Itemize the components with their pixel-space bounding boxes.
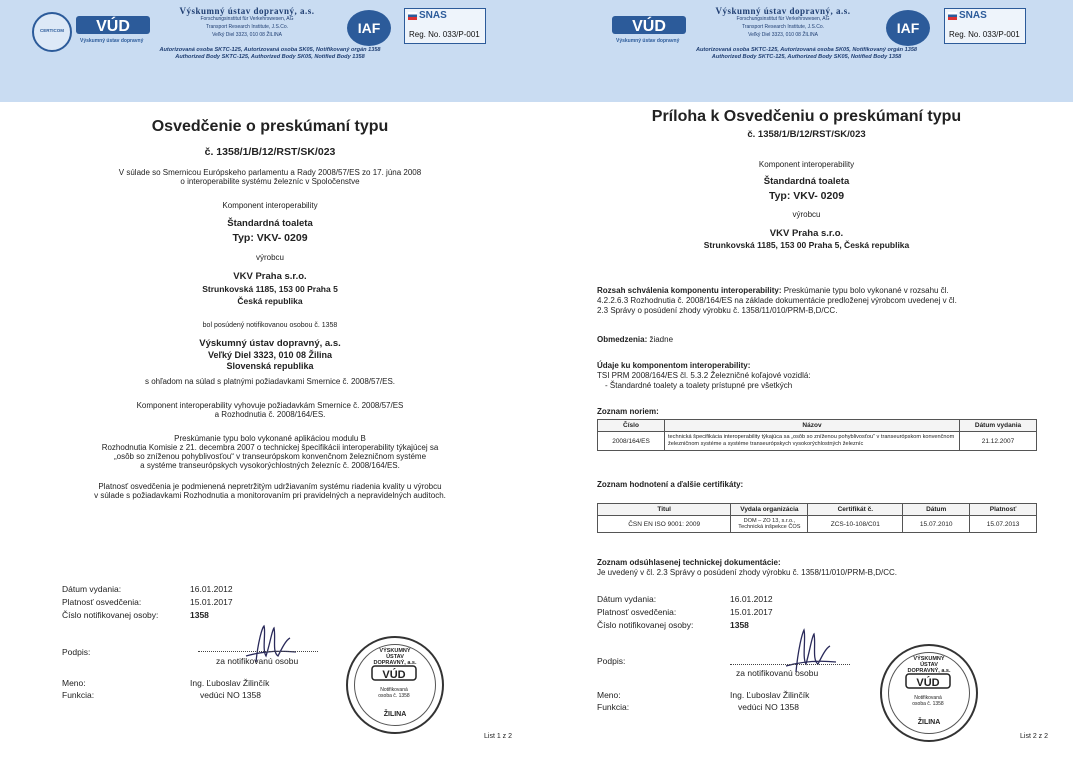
role-value: vedúci NO 1358 xyxy=(200,690,261,700)
page-number: List 2 z 2 xyxy=(1020,733,1049,740)
name-label: Meno: xyxy=(62,678,86,688)
component-label: Komponent interoperability xyxy=(222,201,318,210)
producer-label: výrobcu xyxy=(255,253,284,262)
issue-date-label: Dátum vydania: xyxy=(597,594,657,604)
validity-para-1: Platnosť osvedčenia je podmienená nepretržitým udržiavaním systému riadenia kvality u výrobcu xyxy=(98,482,442,491)
svg-text:VÚD: VÚD xyxy=(632,18,666,35)
reg-number: Reg. No. 033/P-001 xyxy=(409,30,480,39)
svg-text:VÚD: VÚD xyxy=(96,18,130,35)
validity-para-2: v súlade s požiadavkami Rozhodnutia a monitorovaním pri pravidelných a nepravidelných auditoch. xyxy=(94,491,446,500)
official-stamp xyxy=(346,636,444,734)
norms-col-name: Názov xyxy=(665,420,960,432)
table-row xyxy=(598,516,1037,533)
svg-text:VÚD: VÚD xyxy=(916,677,940,689)
signature-line xyxy=(730,664,850,665)
intro-line-1: V súlade so Smernicou Európskeho parlamentu a Rady 2008/57/ES zo 17. júna 2008 xyxy=(118,168,422,177)
scope-text-2: 4.2.2.6.3 Rozhodnutia č. 2008/164/ES na základe dokumentácie predloženej výrobcom uvedenej v čl. xyxy=(597,296,957,305)
letterhead-band xyxy=(540,0,1073,102)
vud-subtitle: Výskumný ústav dopravný xyxy=(80,38,144,44)
annex-title: Príloha k Osvedčeniu o preskúmaní typu xyxy=(651,108,962,125)
data-heading: Údaje ku komponentom interoperability: xyxy=(597,361,751,370)
module-para-2: Rozhodnutia Komisie z 21. decembra 2007 o technickej špecifikácii interoperability týkajúcej sa xyxy=(101,443,439,452)
validity-value: 15.01.2017 xyxy=(730,607,773,617)
name-value: Ing. Ľuboslav Žilinčík xyxy=(190,678,270,688)
stamp-center-line-1: Notifikovaná xyxy=(914,695,942,701)
snas-badge xyxy=(944,8,1026,44)
meets-line-1: Komponent interoperability vyhovuje požiadavkám Smernice č. 2008/57/ES xyxy=(136,401,404,410)
validity-label: Platnosť osvedčenia: xyxy=(62,597,142,607)
iaf-logo: IAF xyxy=(886,10,930,46)
table-row xyxy=(598,432,1037,451)
module-para-3: „osôb so zníženou pohyblivosťou“ v transeurópskom konvenčnom železničnom systéme xyxy=(113,452,427,461)
cert-org: DOM – ZO 13, s.r.o., Technická inšpekce ČOS xyxy=(731,516,808,533)
nb-number-value: 1358 xyxy=(190,610,209,620)
role-label: Funkcia: xyxy=(597,702,630,712)
signature-label: Podpis: xyxy=(62,647,91,657)
certs-table xyxy=(597,503,1037,533)
institute-block xyxy=(698,7,868,39)
assessed-line: bol posúdený notifikovanou osobou č. 1358 xyxy=(202,322,338,329)
svg-text:VÚD: VÚD xyxy=(382,669,406,681)
producer-address: Strunkovská 1185, 153 00 Praha 5, Česká republika xyxy=(703,240,910,250)
certs-col-date: Dátum xyxy=(903,504,970,516)
norms-col-date: Dátum vydania xyxy=(960,420,1037,432)
module-para-4: a systéme transeurópskych vysokorýchlostných železníc č. 2008/164/ES. xyxy=(140,461,400,470)
cert-number: ZCS-10-108/C01 xyxy=(808,516,903,533)
certificate-number: č. 1358/1/B/12/RST/SK/023 xyxy=(204,146,336,158)
institute-name: Výskumný ústav dopravný, a.s. xyxy=(179,6,315,16)
stamp-ring-text: VÝSKUMNÝ ÚSTAV DOPRAVNÝ, a.s. xyxy=(373,648,417,666)
stamp-vud-logo xyxy=(904,672,952,690)
producer-label: výrobcu xyxy=(792,210,821,219)
limits-heading: Obmedzenia: xyxy=(597,335,648,344)
reg-number: Reg. No. 033/P-001 xyxy=(949,30,1020,39)
name-label: Meno: xyxy=(597,690,621,700)
nb-number-label: Číslo notifikovanej osoby: xyxy=(62,610,159,620)
producer-name: VKV Praha s.r.o. xyxy=(769,228,844,239)
docs-text: Je uvedený v čl. 2.3 Správy o posúdení zhody výrobku č. 1358/11/010/PRM-B,D/CC. xyxy=(597,568,898,577)
certicom-label: CERTICOM xyxy=(40,28,64,33)
official-stamp xyxy=(880,644,978,742)
nb-number-label: Číslo notifikovanej osoby: xyxy=(597,620,694,630)
scope-paragraph xyxy=(597,286,1037,316)
auth-line-1: Autorizovaná osoba SKTC-125, Autorizovaná osoba SK05, Notifikovaný orgán 1358 xyxy=(695,47,918,53)
notified-body-address: Veľký Diel 3323, 010 08 Žilina xyxy=(207,350,333,360)
name-value: Ing. Ľuboslav Žilinčík xyxy=(730,690,810,700)
cert-title: ČSN EN ISO 9001: 2009 xyxy=(598,516,731,533)
norm-number: 2008/164/ES xyxy=(598,432,665,451)
institute-de: Forschungsinstitut für Verkehrswesen, AG xyxy=(200,16,294,22)
institute-address: Veľký Diel 3323, 010 08 ŽILINA xyxy=(212,32,282,38)
data-section xyxy=(597,361,811,391)
intro-line-2: o interoperabilite systému železníc v Spoločenstve xyxy=(180,177,360,186)
component-name: Štandardná toaleta xyxy=(763,176,850,187)
institute-name: Výskumný ústav dopravný, a.s. xyxy=(715,6,851,16)
certificate-body xyxy=(0,118,540,500)
cert-validity: 15.07.2013 xyxy=(970,516,1037,533)
docs-section xyxy=(597,558,897,578)
norm-date: 21.12.2007 xyxy=(960,432,1037,451)
vud-subtitle: Výskumný ústav dopravný xyxy=(616,38,680,44)
data-text-1: TSI PRM 2008/164/ES čl. 5.3.2 Železničné koľajové vozidlá: xyxy=(597,371,811,380)
certs-col-cert: Certifikát č. xyxy=(808,504,903,516)
nb-number-value: 1358 xyxy=(730,620,749,630)
annex-number: č. 1358/1/B/12/RST/SK/023 xyxy=(747,129,866,140)
stamp-city: ŽILINA xyxy=(383,711,407,718)
role-value: vedúci NO 1358 xyxy=(738,702,799,712)
annex-body xyxy=(540,108,1073,250)
institute-address: Veľký Diel 3323, 010 08 ŽILINA xyxy=(748,32,818,38)
stamp-center xyxy=(904,672,952,712)
page-number: List 1 z 2 xyxy=(484,733,513,740)
module-para-1: Preskúmanie typu bolo vykonané aplikáciou modulu B xyxy=(174,434,366,443)
validity-label: Platnosť osvedčenia: xyxy=(597,607,677,617)
producer-name: VKV Praha s.r.o. xyxy=(233,271,307,282)
regard-line: s ohľadom na súlad s platnými požiadavkami Smernice č. 2008/57/ES. xyxy=(144,377,396,386)
component-label: Komponent interoperability xyxy=(758,160,855,169)
component-name: Štandardná toaleta xyxy=(227,218,313,229)
institute-en: Transport Research Institute, J.S.Co. xyxy=(205,24,289,30)
certicom-logo xyxy=(32,12,72,52)
letterhead-band xyxy=(0,0,540,102)
certs-header-row xyxy=(598,504,1037,516)
limits-line xyxy=(597,335,673,344)
issue-date-value: 16.01.2012 xyxy=(190,584,233,594)
notified-body-country: Slovenská republika xyxy=(226,361,314,371)
for-notified-body: za notifikovanú osobu xyxy=(736,668,819,678)
notified-body-name: Výskumný ústav dopravný, a.s. xyxy=(199,338,341,349)
auth-line-2: Authorized Body SKTC-125, Authorized Body SK05, Notified Body 1358 xyxy=(175,54,365,60)
stamp-center-line-2: osoba č. 1358 xyxy=(378,693,410,699)
signature-line xyxy=(198,651,318,652)
norms-col-number: Číslo xyxy=(598,420,665,432)
certs-col-validity: Platnosť xyxy=(970,504,1037,516)
vud-logo xyxy=(76,12,150,38)
stamp-center-line-1: Notifikovaná xyxy=(380,687,408,693)
slovak-flag-icon xyxy=(408,12,417,20)
limits-value: žiadne xyxy=(647,335,674,344)
cert-date: 15.07.2010 xyxy=(903,516,970,533)
stamp-vud-logo xyxy=(370,664,418,682)
stamp-city: ŽILINA xyxy=(917,719,941,726)
stamp-center-line-2: osoba č. 1358 xyxy=(912,701,944,707)
auth-line-2: Authorized Body SKTC-125, Authorized Body SK05, Notified Body 1358 xyxy=(711,54,902,60)
signature-label: Podpis: xyxy=(597,656,626,666)
producer-country: Česká republika xyxy=(237,296,303,306)
institute-de: Forschungsinstitut für Verkehrswesen, AG xyxy=(736,16,830,22)
certs-heading: Zoznam hodnotení a ďalšie certifikáty: xyxy=(597,480,744,489)
snas-badge xyxy=(404,8,486,44)
issue-date-label: Dátum vydania: xyxy=(62,584,122,594)
norm-name: technická špecifikácia interoperability týkajúca sa „osôb so zníženou pohyblivosťou“ v transeurópskom konvenčnom železničnom systéme a systéme transeurópskych vysokorýchlostných železníc xyxy=(665,432,960,451)
certificate-title: Osvedčenie o preskúmaní typu xyxy=(151,118,389,135)
institute-block xyxy=(162,7,332,39)
snas-label: SNAS xyxy=(419,10,447,21)
scope-text-1: Preskúmanie typu bolo vykonané v rozsahu čl. xyxy=(781,286,949,295)
certs-col-title: Titul xyxy=(598,504,731,516)
component-type: Typ: VKV- 0209 xyxy=(768,190,845,202)
producer-address: Strunkovská 1185, 153 00 Praha 5 xyxy=(202,284,338,294)
slovak-flag-icon xyxy=(948,12,957,20)
scope-heading: Rozsah schválenia komponentu interoperability: xyxy=(597,286,782,295)
certs-col-org: Vydala organizácia xyxy=(731,504,808,516)
iaf-logo: IAF xyxy=(347,10,391,46)
authorization-lines xyxy=(0,47,540,61)
component-type: Typ: VKV- 0209 xyxy=(232,232,308,244)
authorization-lines xyxy=(540,47,1073,61)
role-label: Funkcia: xyxy=(62,690,95,700)
data-text-2: - Štandardné toalety a toalety prístupné pre všetkých xyxy=(605,381,793,390)
norms-heading: Zoznam noriem: xyxy=(597,407,659,416)
validity-value: 15.01.2017 xyxy=(190,597,233,607)
issue-date-value: 16.01.2012 xyxy=(730,594,773,604)
vud-logo xyxy=(612,12,686,38)
for-notified-body: za notifikovanú osobu xyxy=(216,656,299,666)
auth-line-1: Autorizovaná osoba SKTC-125, Autorizovaná osoba SK05, Notifikovaný orgán 1358 xyxy=(159,47,381,53)
meets-line-2: a Rozhodnutia č. 2008/164/ES. xyxy=(214,410,326,419)
institute-en: Transport Research Institute, J.S.Co. xyxy=(741,24,825,30)
norms-table xyxy=(597,419,1037,451)
stamp-ring-text: VÝSKUMNÝ ÚSTAV DOPRAVNÝ, a.s. xyxy=(907,656,951,674)
stamp-center xyxy=(370,664,418,704)
docs-heading: Zoznam odsúhlasenej technickej dokumentácie: xyxy=(597,558,781,567)
norms-header-row xyxy=(598,420,1037,432)
scope-text-3: 2.3 Správy o posúdení zhody výrobku č. 1358/11/010/PRM-B,D/CC. xyxy=(597,306,838,315)
certificate-page-2 xyxy=(540,0,1073,760)
snas-label: SNAS xyxy=(959,10,987,21)
